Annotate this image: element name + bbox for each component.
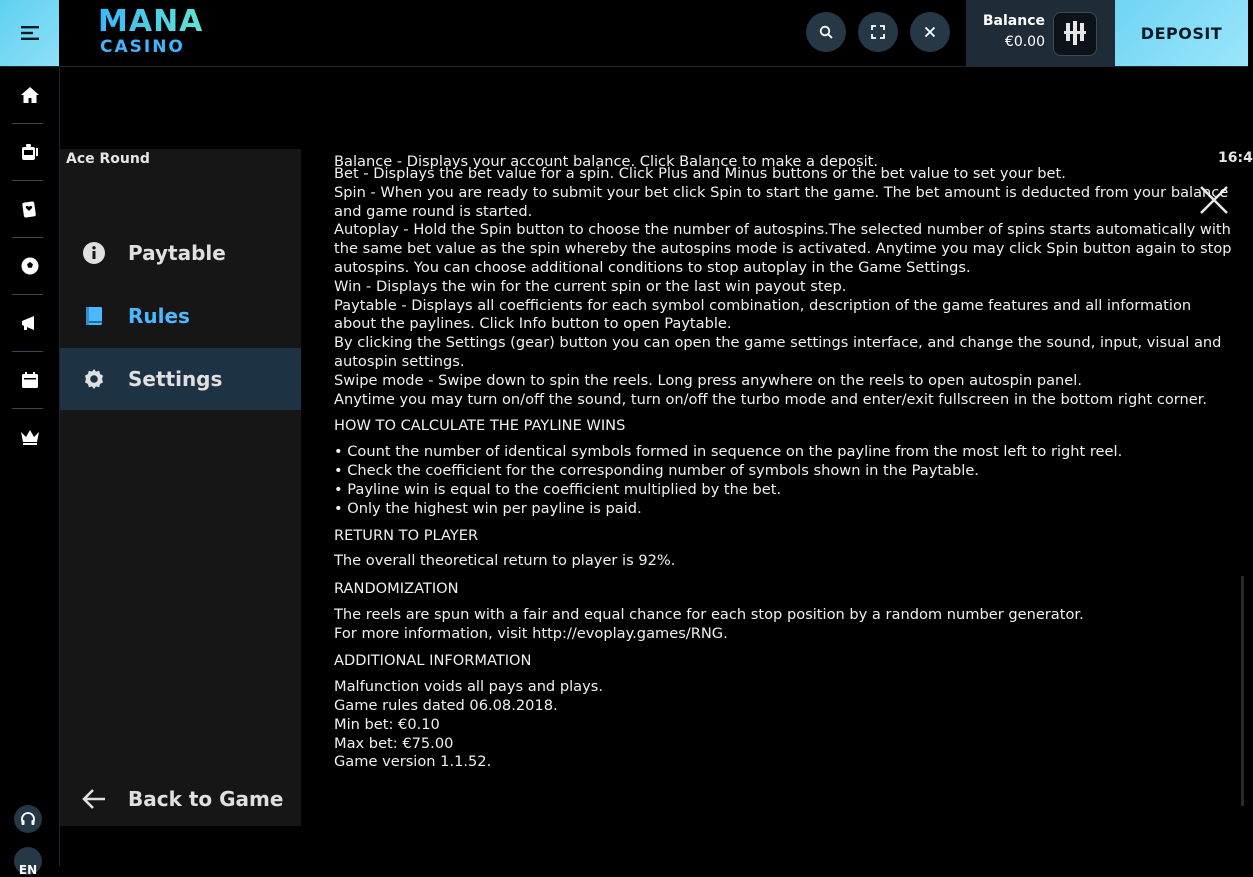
gear-icon xyxy=(82,367,106,391)
hamburger-menu-button[interactable] xyxy=(0,0,59,66)
payline-rule: • Count the number of identical symbols formed in sequence on the payline from the most left to right reel. xyxy=(334,443,1123,461)
payline-rule: • Check the coefficient for the corresponding number of symbols shown in the Paytable. xyxy=(334,461,979,479)
additional-info-line: Game version 1.1.52. xyxy=(334,753,492,771)
cards-icon xyxy=(20,199,40,219)
rules-line: about the paylines. Click Info button to open Paytable. xyxy=(334,315,732,333)
balance-widget[interactable] xyxy=(966,0,1115,66)
logo-top-text: MANA xyxy=(98,7,238,37)
rules-line: autospins. You can choose additional conditions to stop autoplay in the Game Settings. xyxy=(334,258,971,276)
rules-line: Anytime you may turn on/off the sound, turn on/off the turbo mode and enter/exit fullscreen in the bottom right corner. xyxy=(334,390,1208,408)
balance-label: Balance xyxy=(982,13,1045,29)
rules-text-block xyxy=(334,165,1234,409)
nav-calendar[interactable] xyxy=(0,352,59,408)
rules-line: Win - Displays the win for the current spin or the last win payout step. xyxy=(334,277,847,295)
menu-paytable[interactable] xyxy=(60,222,301,284)
fullscreen-button[interactable] xyxy=(858,12,898,52)
rules-line: the same bet value as the spin whereby the autospins mode is activated. Anytime you may click Spin button again to stop xyxy=(334,240,1232,258)
randomization-line: The reels are spun with a fair and equal chance for each stop position by a random number generator. xyxy=(334,605,1084,623)
additional-heading: ADDITIONAL INFORMATION xyxy=(334,652,532,670)
avatar-icon xyxy=(1062,19,1088,49)
megaphone-icon xyxy=(20,313,40,333)
close-icon xyxy=(924,26,936,38)
close-game-button[interactable] xyxy=(910,12,950,52)
randomization-text xyxy=(334,606,1234,644)
clock: 16:4 xyxy=(1218,150,1253,166)
arrow-left-icon xyxy=(81,788,107,810)
additional-info-list xyxy=(334,678,1234,772)
game-title: Ace Round xyxy=(66,151,150,167)
rules-line: Paytable - Displays all coefficients for each symbol combination, description of the game features and all information xyxy=(334,296,1192,314)
user-avatar[interactable] xyxy=(1053,12,1097,56)
crown-icon xyxy=(20,428,40,446)
top-bar xyxy=(0,0,1248,67)
headset-icon xyxy=(20,811,36,827)
rtp-heading: RETURN TO PLAYER xyxy=(334,527,479,545)
rules-line: Bet - Displays the bet value for a spin. Click Plus and Minus buttons or the bet value to set your bet. xyxy=(334,165,1066,182)
fullscreen-icon xyxy=(871,25,885,39)
additional-info-line: Min bet: €0.10 xyxy=(334,715,440,733)
randomization-heading: RANDOMIZATION xyxy=(334,579,459,597)
menu-rules[interactable] xyxy=(60,285,301,347)
payline-heading: HOW TO CALCULATE THE PAYLINE WINS xyxy=(334,417,626,435)
logo-bottom-text: CASINO xyxy=(100,37,185,57)
rules-cut-line-container xyxy=(334,153,1234,170)
menu-rules-label: Rules xyxy=(128,304,190,328)
nav-promotions[interactable] xyxy=(0,295,59,351)
payline-rule: • Only the highest win per payline is paid. xyxy=(334,499,642,517)
hamburger-icon xyxy=(21,26,39,40)
payline-list xyxy=(334,443,1234,518)
home-icon xyxy=(20,86,40,104)
search-icon xyxy=(819,25,833,39)
rules-cut-line: Balance - Displays your account balance. Click Balance to make a deposit. xyxy=(334,153,879,170)
search-button[interactable] xyxy=(806,12,846,52)
menu-paytable-label: Paytable xyxy=(128,241,226,265)
rules-line: Spin - When you are ready to submit your bet click Spin to start the game. The bet amount is deducted from your balance xyxy=(334,183,1229,201)
rules-line: and game round is started. xyxy=(334,202,533,220)
balance-value: €0.00 xyxy=(1004,34,1045,50)
info-icon xyxy=(82,241,106,265)
nav-table-games[interactable] xyxy=(0,181,59,237)
nav-sports[interactable] xyxy=(0,238,59,294)
additional-info-line: Game rules dated 06.08.2018. xyxy=(334,696,558,714)
support-button[interactable] xyxy=(14,805,42,833)
rtp-text: The overall theoretical return to player is 92%. xyxy=(334,552,676,570)
rules-line: Autoplay - Hold the Spin button to choose the number of autospins.The selected number of spins starts automatically with xyxy=(334,221,1231,239)
slot-machine-icon xyxy=(20,142,40,162)
book-icon xyxy=(83,305,105,327)
calendar-icon xyxy=(20,370,40,390)
randomization-line: For more information, visit http://evoplay.games/RNG. xyxy=(334,624,728,642)
menu-settings-label: Settings xyxy=(128,367,223,391)
rules-line: autospin settings. xyxy=(334,352,465,370)
nav-home[interactable] xyxy=(0,67,59,123)
back-to-game-label: Back to Game xyxy=(128,787,284,811)
deposit-button[interactable]: DEPOSIT xyxy=(1115,0,1248,66)
nav-slots[interactable] xyxy=(0,124,59,180)
language-label: EN xyxy=(18,863,38,877)
content-scrollbar[interactable] xyxy=(1241,576,1244,806)
additional-info-line: Max bet: €75.00 xyxy=(334,734,454,752)
rules-content xyxy=(334,153,1234,772)
nav-vip[interactable] xyxy=(0,409,59,465)
back-to-game-button[interactable] xyxy=(60,771,301,827)
additional-info-line: Malfunction voids all pays and plays. xyxy=(334,678,603,696)
language-selector[interactable] xyxy=(14,847,42,875)
rules-line: Swipe mode - Swipe down to spin the reels. Long press anywhere on the reels to open autospin panel. xyxy=(334,371,1082,389)
menu-settings[interactable] xyxy=(60,348,301,410)
casino-logo[interactable] xyxy=(98,4,238,59)
payline-rule: • Payline win is equal to the coefficient multiplied by the bet. xyxy=(334,480,782,498)
soccer-ball-icon xyxy=(20,256,40,276)
rules-line: By clicking the Settings (gear) button you can open the game settings interface, and change the sound, input, visual and xyxy=(334,334,1222,352)
game-info-panel xyxy=(60,149,301,826)
side-navigation xyxy=(0,67,60,877)
